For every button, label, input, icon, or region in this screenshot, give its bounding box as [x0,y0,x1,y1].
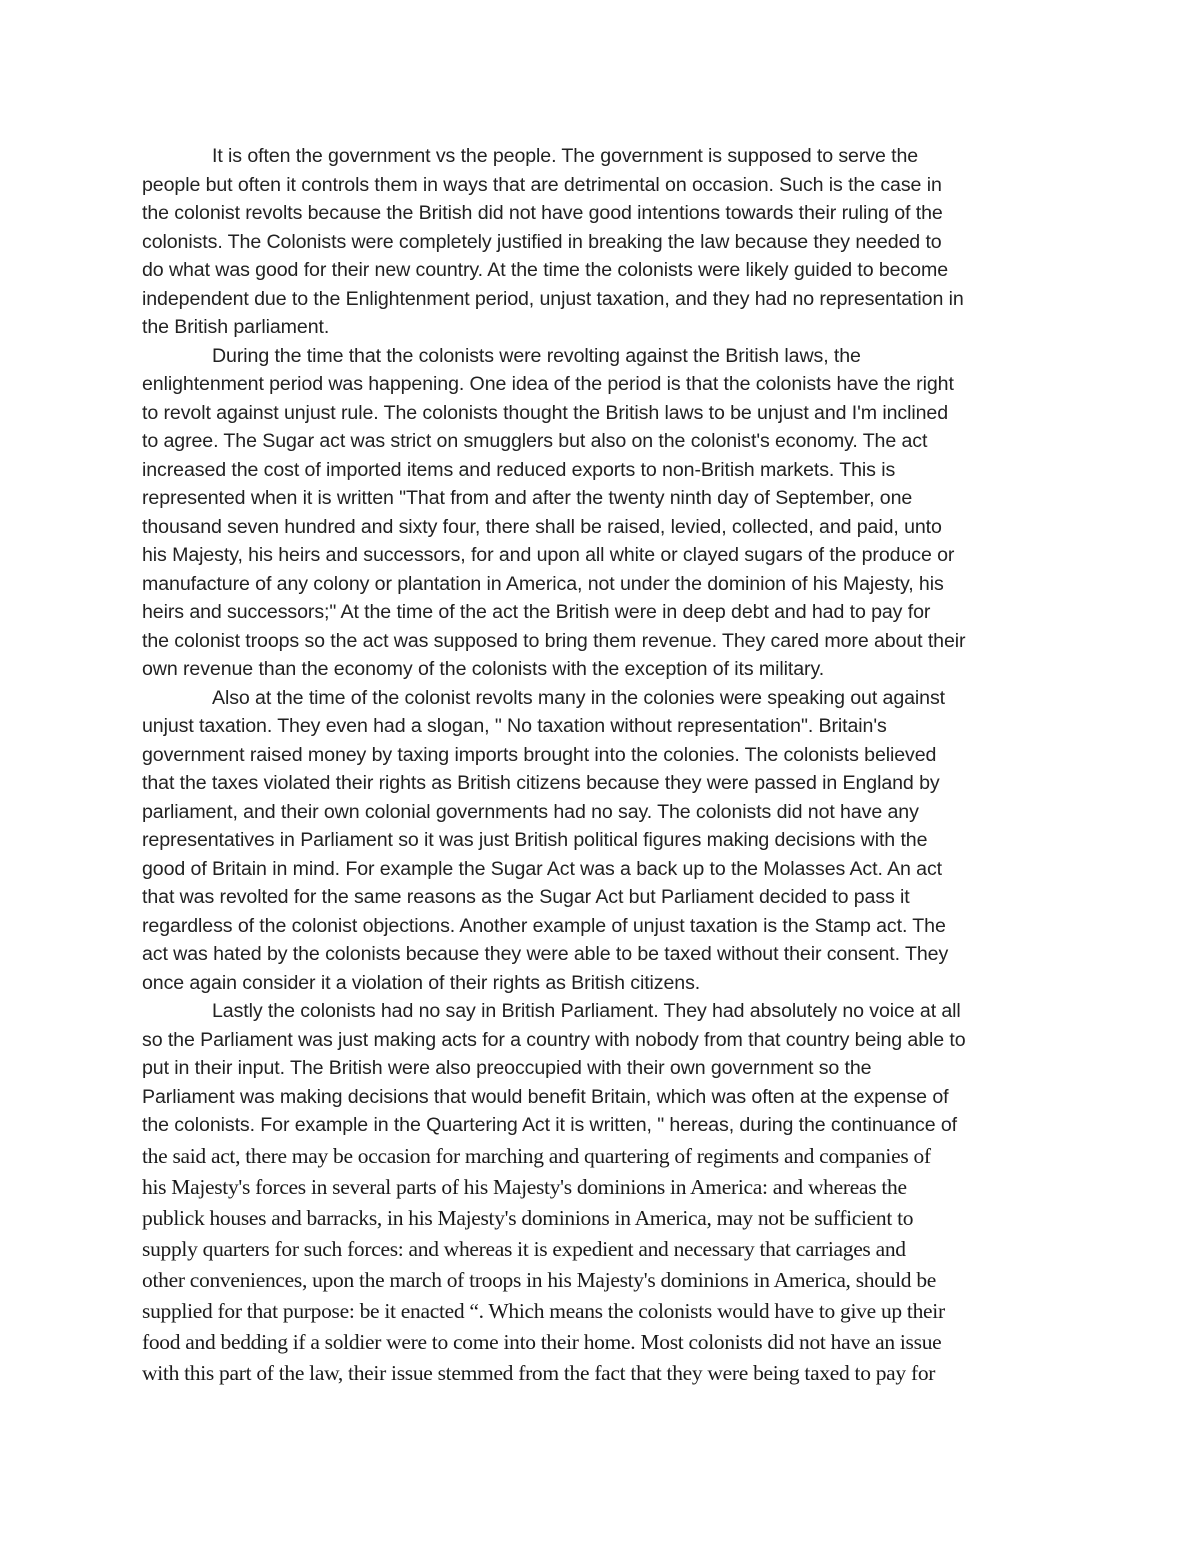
paragraph-line: good of Britain in mind. For example the Sugar Act was a back up to the Molasses Act. An act [142,857,943,880]
paragraph-line: parliament, and their own colonial governments had no say. The colonists did not have any [142,800,919,823]
paragraph-line: act was hated by the colonists because they were able to be taxed without their consent. They [142,943,949,965]
quoted-text-line: food and bedding if a soldier were to come into their home. Most colonists did not have an issue [142,1329,942,1354]
quoted-text-line: with this part of the law, their issue stemmed from the fact that they were being taxed to pay for [142,1360,936,1385]
paragraph-line: representatives in Parliament so it was just British political figures making decisions with the [142,829,928,851]
paragraph-line: the British parliament. [142,316,330,338]
paragraph-line: the colonists. For example in the Quartering Act it is written, " hereas, during the continuance of [142,1114,957,1136]
paragraph-line: his Majesty, his heirs and successors, for and upon all white or clayed sugars of the produce or [142,544,955,566]
paragraph-first-line: During the time that the colonists were revolting against the British laws, the [212,344,861,367]
paragraph-line: to revolt against unjust rule. The colonists thought the British laws to be unjust and I'm inclined [142,401,948,424]
paragraph-line: unjust taxation. They even had a slogan, " No taxation without representation". Britain's [142,715,887,737]
paragraph-line: do what was good for their new country. At the time the colonists were likely guided to become [142,259,948,281]
paragraph-line: the colonist revolts because the British did not have good intentions towards their ruling of the [142,202,943,224]
paragraph-line: manufacture of any colony or plantation in America, not under the dominion of his Majesty, his [142,572,944,595]
quoted-text-line: publick houses and barracks, in his Majesty's dominions in America, may not be sufficient to [142,1205,914,1230]
quoted-text-line: the said act, there may be occasion for marching and quartering of regiments and companies of [142,1143,931,1168]
paragraph-line: Parliament was making decisions that would benefit Britain, which was often at the expense of [142,1085,949,1108]
paragraph-line: colonists. The Colonists were completely justified in breaking the law because they needed to [142,230,942,253]
quoted-text-line: supply quarters for such forces: and whereas it is expedient and necessary that carriages and [142,1236,906,1261]
paragraph-line: the colonist troops so the act was supposed to bring them revenue. They cared more about their [142,629,966,652]
paragraph-line: heirs and successors;" At the time of the act the British were in deep debt and had to pay for [142,601,931,623]
paragraph-line: that was revolted for the same reasons as the Sugar Act but Parliament decided to pass it [142,886,910,908]
paragraph-line: put in their input. The British were also preoccupied with their own government so the [142,1057,872,1079]
paragraph-first-line: Lastly the colonists had no say in British Parliament. They had absolutely no voice at all [212,1000,961,1022]
paragraph-line: so the Parliament was just making acts for a country with nobody from that country being able to [142,1028,966,1051]
paragraph-line: increased the cost of imported items and reduced exports to non-British markets. This is [142,458,896,481]
quoted-text-line: supplied for that purpose: be it enacted “. Which means the colonists would have to give up their [142,1298,945,1323]
paragraph-line: regardless of the colonist objections. Another example of unjust taxation is the Stamp act. The [142,914,946,937]
quoted-text-line: his Majesty's forces in several parts of his Majesty's dominions in America: and whereas the [142,1174,907,1199]
paragraph-line: independent due to the Enlightenment period, unjust taxation, and they had no representation in [142,287,964,310]
paragraph-line: represented when it is written "That from and after the twenty ninth day of September, one [142,487,913,509]
paragraph-line: thousand seven hundred and sixty four, there shall be raised, levied, collected, and paid, unto [142,515,942,538]
paragraph-line: to agree. The Sugar act was strict on smugglers but also on the colonist's economy. The act [142,430,928,452]
paragraph-first-line: It is often the government vs the people. The government is supposed to serve the [212,145,919,167]
quoted-text-line: other conveniences, upon the march of troops in his Majesty's dominions in America, should be [142,1267,937,1292]
paragraph-line: people but often it controls them in ways that are detrimental on occasion. Such is the case in [142,173,942,196]
paragraph-line: government raised money by taxing imports brought into the colonies. The colonists believed [142,743,937,766]
paragraph-line: enlightenment period was happening. One idea of the period is that the colonists have the right [142,373,954,395]
paragraph-first-line: Also at the time of the colonist revolts many in the colonies were speaking out against [212,686,946,709]
paragraph-line: own revenue than the economy of the colonists with the exception of its military. [142,658,825,680]
paragraph-line: once again consider it a violation of their rights as British citizens. [142,971,701,994]
paragraph-line: that the taxes violated their rights as British citizens because they were passed in England by [142,772,940,794]
